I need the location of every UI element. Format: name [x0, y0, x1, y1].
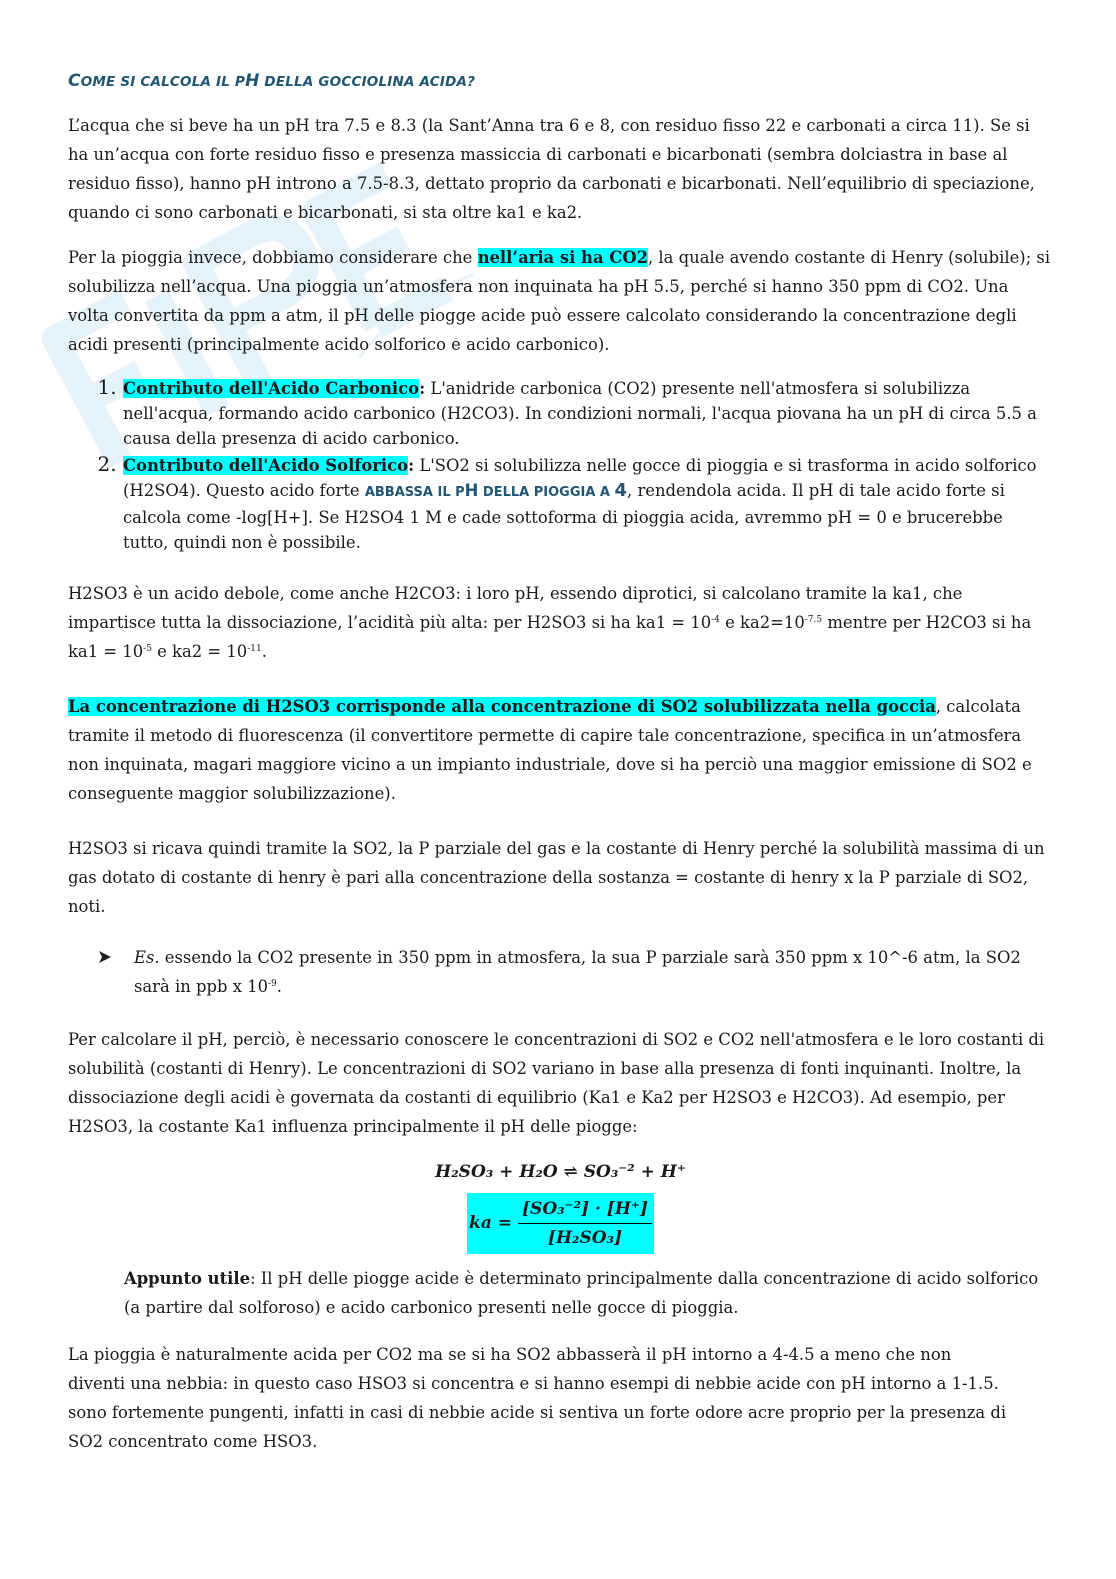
list-item: 1. Contributo dell'Acido Carbonico: L'anidride carbonica (CO2) presente nell'atmosfera si solubilizza nell'acqua, formando acido carbonico (H2CO3). In condizioni normali, l'acqua piovana ha un pH di circa 5.5 a causa della presenza di acido carbonico. — [123, 375, 1053, 451]
highlight-h2so3: La concentrazione di H2SO3 corrisponde alla concentrazione di SO2 solubilizzata nella goccia — [68, 697, 936, 716]
list-item-label: Contributo dell'Acido Solforico — [123, 456, 409, 475]
paragraph-water-ph: L’acqua che si beve ha un pH tra 7.5 e 8.3 (la Sant’Anna tra 6 e 8, con residuo fisso 22 e carbonati a circa 11). Se si ha un’acqua con forte residuo fisso e presenza massiccia di carbonati e bicarbonati (sembra dolciastra in base al residuo fisso), hanno pH introno a 7.5-8.3, dettato proprio da carbonati e bicarbonati. Nell’equilibrio di speciazione, quando ci sono carbonati e bicarbonati, si sta oltre ka1 e ka2. — [68, 116, 1035, 222]
dissociation-equation: H₂SO₃ + H₂O ⇌ SO₃⁻² + H⁺ — [435, 1162, 686, 1182]
paragraph-diprotic: H2SO3 è un acido debole, come anche H2CO3: i loro pH, essendo diprotici, si calcolano tramite la ka1, che impartisce tutta la dissociazione, l’acidità più alta: per H2SO3 si ha $ka1 = 10^{-4}$ e $ka2=10^{-7.5}$ mentre per H2CO3 si ha $ka1 = 10^{-5}$ e $ka2 = 10^{-11}$. — [68, 584, 1032, 661]
paragraph-henry: H2SO3 si ricava quindi tramite la SO2, la P parziale del gas e la costante di Henry perché la solubilità massima di un gas dotato di costante di henry è pari alla concentrazione della sostanza = costante di henry x la P parziale di SO2, noti. — [68, 839, 1045, 916]
list-item: 2. Contributo dell'Acido Solforico: L'SO2 si solubilizza nelle gocce di pioggia e si trasforma in acido solforico (H2SO4). Questo acido forte ABBASSA IL PH DELLA PIOGGIA A 4, rendendola acida. Il pH di tale acido forte si calcola come -log[H+]. Se H2SO4 1 M e cade sottoforma di pioggia acida, avremmo pH = 0 e brucerebbe tutto, quindi non è possibile. — [123, 452, 1053, 555]
document-content — [68, 66, 1053, 1472]
equation-block — [68, 1157, 1053, 1254]
highlight-co2: nell’aria si ha CO2 — [477, 248, 649, 267]
example-text: Es. essendo la CO2 presente in 350 ppm in atmosfera, la sua P parziale sarà 350 ppm x 10^-6 atm, la SO2 sarà in ppb x $10^{-9}$. — [134, 948, 1021, 996]
acid-contributions-list — [68, 375, 1053, 555]
paragraph-calc-ph: Per calcolare il pH, perciò, è necessario conoscere le concentrazioni di SO2 e CO2 nell'atmosfera e le loro costanti di solubilità (costanti di Henry). Le concentrazioni di SO2 variano in base alla presenza di fonti inquinanti. Inoltre, la dissociazione degli acidi è governata da costanti di equilibrio (Ka1 e Ka2 per H2SO3 e H2CO3). Ad esempio, per H2SO3, la costante Ka1 influenza principalmente il pH delle piogge: — [68, 1030, 1045, 1136]
list-item-label: Contributo dell'Acido Carbonico — [123, 379, 420, 398]
paragraph-acid-fog: La pioggia è naturalmente acida per CO2 ma se si ha SO2 abbasserà il pH intorno a 4-4.5 a meno che non diventi una nebbia: in questo caso HSO3 si concentra e si hanno esempi di nebbie acide con pH intorno a 1-1.5. sono fortemente pungenti, infatti in casi di nebbie acide si sentiva un forte odore acre proprio per la presenza di SO2 concentrato come HSO3. — [68, 1345, 1007, 1451]
paragraph-h2so3-concentration: La concentrazione di H2SO3 corrisponde alla concentrazione di SO2 solubilizzata nella goccia, calcolata tramite il metodo di fluorescenza (il convertitore permette di capire tale concentrazione, specifica in un’atmosfera non inquinata, magari maggiore vicino a un impianto industriale, dove si ha perciò una maggior emissione di SO2 e conseguente maggior solubilizzazione). — [68, 697, 1032, 803]
ka-fraction: $\frac{\text{[SO₃⁻²] · [H⁺]}}{\text{[H₂SO₃]}}$ — [518, 1197, 652, 1250]
strong-emphasis: ABBASSA IL PH DELLA PIOGGIA A 4 — [364, 480, 628, 501]
example-bullet — [98, 943, 1053, 1001]
section-title: COME SI CALCOLA IL PH DELLA GOCCIOLINA ACIDA? — [68, 71, 476, 91]
useful-note: Appunto utile: Il pH delle piogge acide è determinato principalmente dalla concentrazione di acido solforico (a partire dal solforoso) e acido carbonico presenti nelle gocce di pioggia. — [124, 1269, 1039, 1317]
ka-equation: ka = $\frac{\text{[SO₃⁻²] · [H⁺]}}{\text{[H₂SO₃]}}$ — [467, 1193, 654, 1254]
arrow-bullet-icon — [98, 943, 134, 1001]
paragraph-rain-co2: Per la pioggia invece, dobbiamo considerare che nell’aria si ha CO2, la quale avendo costante di Henry (solubile); si solubilizza nell’acqua. Una pioggia un’atmosfera non inquinata ha pH 5.5, perché si hanno 350 ppm di CO2. Una volta convertita da ppm a atm, il pH delle piogge acide può essere calcolato considerando la concentrazione degli acidi presenti (principalmente acido solforico e acido carbonico). — [68, 248, 1051, 354]
